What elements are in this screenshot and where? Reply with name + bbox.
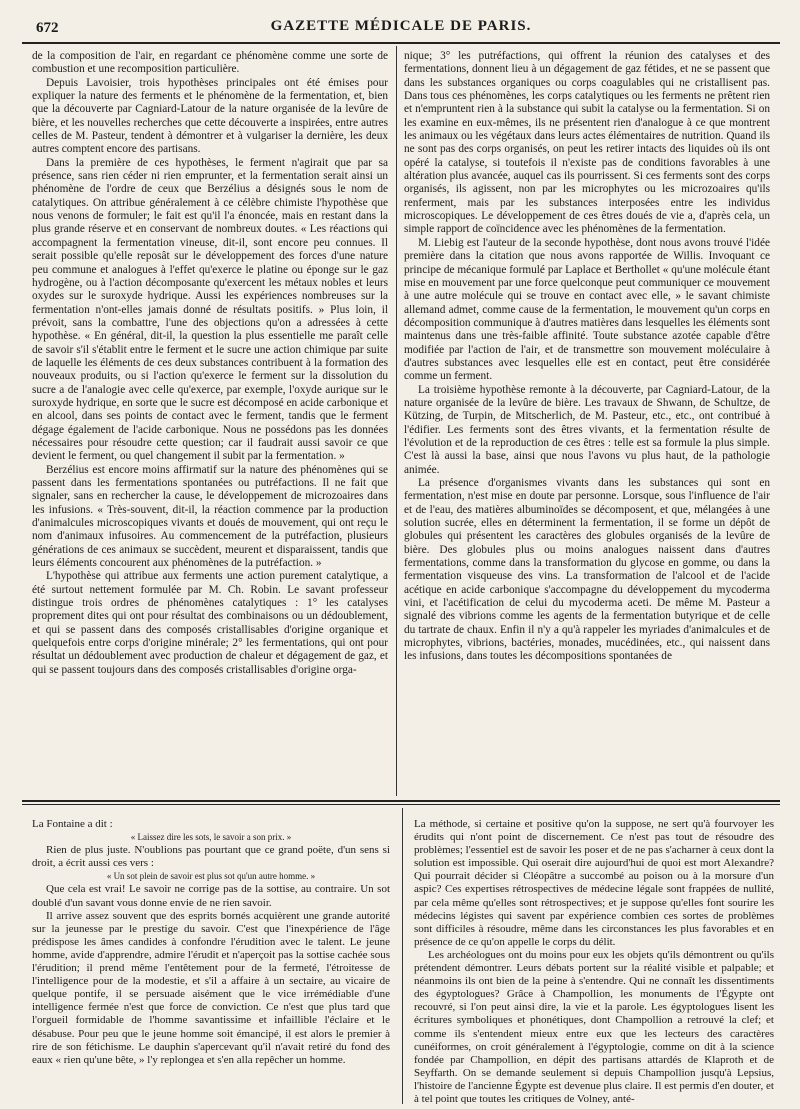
paragraph: L'hypothèse qui attribue aux ferments une action purement catalytique, a été surtout nettement formulée par M. Ch. Robin. Le savant professeur distingue trois ordres de phénomènes catalytiques : 1° les catalyses proprement dites qui ont pour résultat des combinaisons ou un dédoublement, et qui se passent dans des composés cristallisables d'origine organique et quelquefois entre corps d'origine minérale; 2° les fermentations, qui ont pour résultat un dédoublement avec production de chaleur et dégagement de gaz, et qui se passent toujours dans des composés cristallisables d'origine orga- bbox=[32, 570, 388, 676]
header-rule bbox=[22, 42, 780, 44]
paragraph: La Fontaine a dit : bbox=[32, 818, 113, 830]
paragraph: La troisième hypothèse remonte à la découverte, par Cagniard-Latour, de la nature organisée de la levûre de bière. Les travaux de Shwann, de Schultze, de Kützing, de Turpin, de Mitscherlich, de M. Pasteur, etc., etc., ont contribué à l'édifier. Les ferments sont des êtres vivants, et la fermentation résulte de l'évolution et de la reproduction de ces êtres : telle est sa formule la plus simple. C'est là aussi la base, ainsi que nous l'avons vu plus haut, de la pathologie animée. bbox=[404, 383, 770, 476]
paragraph: Les archéologues ont du moins pour eux les objets qu'ils démontrent ou qu'ils prétendent démontrer. Leurs débats portent sur la réalité visible et palpable; et néanmoins ils ont bien de la peine à s'entendre. Qui ne connaît les dissentiments des égyptologues? Grâce à Champollion, les monuments de l'Égypte ont recouvré, si l'on peut ainsi dire, la vie et la parole. Les égyptologues lisent les écritures symboliques et phonétiques, dont Champollion a retrouvé la clef; et comme ils s'entendent mieux entre eux que les lecteurs des caractères cunéiformes, on croit généralement à l'égyptologie, comme on dit à la science fondée par Champollion, en dépit des partisans attardés de Klaproth et de Seyffarth. On se demande seulement si depuis Champollion jusqu'à Lepsius, l'histoire de l'ancienne Égypte est devenue plus claire. Il est permis d'en douter, et à tel point que toutes les critiques de Volney, anté- bbox=[414, 948, 774, 1104]
paragraph: nique; 3° les putréfactions, qui offrent la réunion des catalyses et des fermentations, donnent lieu à un dégagement de gaz fétides, et ne se passent que dans les substances organiques ou corps coagulables qui ne cristallisent pas. Dans tous ces phénomènes, les corps catalytiques ou les ferments ne prêtent rien et n'empruntent rien à la substance qui subit la catalyse ou la fermentation. Si on les examine en eux-mêmes, ils ne présentent rien d'analogue à ce que montrent les animaux ou les végétaux dans leurs actes élémentaires de nutrition. Quand ils ne sont pas des corps organisés, on peut les retirer intacts des liquides où ils ont opéré la catalyse, si toutefois il n'existe pas de conditions favorables à une altération plus avancée, auquel cas ils pourrissent. Si ces ferments sont des corps organisés, ils agissent, non par les microphytes ou les microzoaires qu'ils renferment, mais par les substances interposées entre les individus microscopiques. Le développement de ces êtres doués de vie a, d'après cela, un simple rapport de coïncidence avec les phénomènes de la fermentation. bbox=[404, 50, 770, 236]
paragraph: Que cela est vrai! Le savoir ne corrige pas de la sottise, au contraire. Un sot doublé d'un savant vous donne envie de ne rien savoir. bbox=[32, 883, 390, 909]
paragraph: M. Liebig est l'auteur de la seconde hypothèse, dont nous avons trouvé l'idée première dans la citation que nous avons rapportée de Willis. Invoquant ce principe de mécanique formulé par Laplace et Berthollet « qu'une molécule étant mise en mouvement par une force quelconque peut communiquer ce mouvement à une autre molécule qui se trouve en contact avec elle, » le savant chimiste allemand admet, comme cause de la fermentation, le mouvement qu'un corps en décomposition communique à d'autres matières dans lesquelles les éléments sont maintenus dans une très-faible affinité. Toute substance azotée capable d'être modifiée par l'action de l'air, et de transmettre son mouvement moléculaire à d'autres substances avec lesquelles elle est en contact, peut être considérée comme un ferment. bbox=[404, 236, 770, 383]
feuilleton-rule bbox=[22, 800, 780, 802]
paragraph: Il arrive assez souvent que des esprits bornés acquièrent une grande autorité sur la jeunesse par le prestige du savoir. C'est que l'inexpérience de l'âge prédispose les âmes candides à confondre l'érudition avec le talent. Le jeune homme, avide d'apprendre, admire l'érudit et n'aperçoit pas la sottise cachée sous l'érudition; il prend même l'entêtement pour de la fermeté, l'étroitesse de l'intelligence pour de la modestie, et s'il a affaire à un sectaire, au vicaire de quelque pontife, il se persuade aisément que le vice irrémédiable d'une intelligence fermée n'est que force de conviction. Ce n'est que plus tard que l'orgueil formidable de l'homme savantissime et infaillible l'éclaire et le désabuse. Pour peu que le jeune homme soit émancipé, il est alors le premier à rire de son fétichisme. Le dauphin s'apercevant qu'il n'avait retiré du fond des eaux « rien qu'une bête, » l'y replongea et s'en alla repêcher un homme. bbox=[32, 909, 390, 1066]
column-divider bbox=[396, 46, 397, 796]
column-divider bbox=[402, 808, 403, 1104]
journal-title: GAZETTE MÉDICALE DE PARIS. bbox=[270, 18, 532, 34]
paragraph: Dans la première de ces hypothèses, le ferment n'agirait que par sa présence, sans rien céder ni rien emprunter, et la fermentation serait ainsi un phénomène de l'ordre de ceux que Berzélius a désignés sous le nom de catalytiques. On attribue généralement à ce célèbre chimiste l'hypothèse que nous venons de formuler; le fait est qu'il l'a énoncée, mais en restant dans la plus grande réserve et en conservant de nombreux doutes. « Les réactions qui accompagnent la fermentation vineuse, dit-il, sont encore peu connues. Il serait possible qu'elle reposât sur le développement des forces d'une nature peu commune et analogues à l'effet qu'exerce le platine ou éponge sur le gaz hydrogène, ou à l'action décomposante qu'exercent les métaux nobles et leurs oxydes sur le suroxyde hydrique. Aussi les expériences nombreuses sur la fermentation n'ont-elles jamais donné de résultats positifs. » Plus loin, il prévoit, sans la combattre, l'une des objections qu'on a adressées à cette hypothèse. « En général, dit-il, la question la plus essentielle me paraît celle de savoir s'il s'établit entre le ferment et le sucre une action chimique par suite de laquelle les éléments de ces deux substances contribuent à la formation des nouveaux produits, ou si l'action qu'exerce le ferment sur la dissolution du sucre a de l'analogie avec celle qu'exerce, par exemple, l'oxyde aurique sur le suroxyde hydrique, en sorte que le sucre est décomposé en acide carbonique et en alcool, dans ses points de contact avec le ferment, tandis que le ferment dégage également de l'acide carbonique. Nous ne possédons pas les données nécessaires pour résoudre cette question; car il faudrait aussi savoir ce que devient le ferment, ou quel changement il subit par la fermentation. » bbox=[32, 156, 388, 463]
verse-quote: « Un sot plein de savoir est plus sot qu'un autre homme. » bbox=[106, 871, 316, 882]
paragraph: La méthode, si certaine et positive qu'on la suppose, ne sert qu'à fourvoyer les érudits qui n'ont point de discernement. Ce n'est pas tout de résoudre des problèmes; l'essentiel est de savoir les poser et de ne pas s'acharner à ceux dont la solution est impossible. Qui oserait dire aujourd'hui de quoi est mort Alexandre? Qui pourrait décider si Cléopâtre a succombé au poison ou à la morsure d'un aspic? Ces expertises rétrospectives de médecine légale sont frappées de nullité, par cela même qu'elles sont rétrospectives; et je suppose qu'elles font sourire les médecins légistes qui savent par expérience combien ces sortes de problèmes sont difficiles à résoudre, même dans les circonstances les plus favorables et en présence de ce qu'on appelle le corps du délit. bbox=[414, 818, 774, 948]
verse-quote: « Laissez dire les sots, le savoir a son prix. » bbox=[130, 832, 292, 843]
page-header bbox=[22, 18, 780, 40]
article-column-left bbox=[32, 50, 388, 792]
feuilleton-column-left bbox=[32, 818, 390, 1104]
paragraph: Berzélius est encore moins affirmatif sur la nature des phénomènes qui se passent dans les fermentations spontanées ou putréfactions. Il ne fait que signaler, sans en rechercher la cause, le développement de microzoaires dans les infusions. « Très-souvent, dit-il, la réaction commence par la production d'animalcules microscopiques vivants et doués de mouvement, qui ont reçu le nom d'animaux infusoires. Au commencement de la putréfaction, plusieurs générations de ces animaux se succèdent, meurent et disparaissent, tandis que leurs éléments concourent aux phénomènes de la putréfaction. » bbox=[32, 463, 388, 570]
paragraph: La présence d'organismes vivants dans les substances qui sont en fermentation, n'est mise en doute par personne. Lorsque, sous l'influence de l'air et de l'eau, des matières albuminoïdes se décomposent, et que, mélangées à une solution sucrée, elles en déterminent la fermentation, il se forme un dépôt de globules qui présentent les caractères des globules organisés de la levûre de bière. Des globules plus ou moins analogues naissent dans d'autres fermentations, comme dans la transformation du glycose en gomme, ou dans la fermentation visqueuse des vins. La transformation de l'alcool et de l'acide acétique en acide carbonique s'accompagne du développement du mycoderma vini, et l'acétification de celui du mycoderma aceti. De même M. Pasteur a signalé des vibrions comme les agents de la fermentation butyrique et de celle du tartrate de chaux. Enfin il n'y a qu'à rappeler les myriades d'animalcules et de microphytes, vibrions, bactéries, monades, mucédinées, etc., qui naissent dans les infusions, dans toutes les décompositions spontanées de bbox=[404, 477, 770, 663]
paragraph: Depuis Lavoisier, trois hypothèses principales ont été émises pour expliquer la nature des ferments et le phénomène de la fermentation, et, bien que la découverte par Cagniard-Latour de la nature organisée de la levûre de bière, et les nouvelles recherches que cette découverte a inspirées, entre autres celles de M. Pasteur, tendent à démontrer et à vulgariser la dernière, les deux autres comptent encore des partisans. bbox=[32, 76, 388, 156]
page-number: 672 bbox=[36, 20, 59, 36]
paragraph: Rien de plus juste. N'oublions pas pourtant que ce grand poëte, d'un sens si droit, a écrit aussi ces vers : bbox=[32, 844, 390, 870]
feuilleton-rule-inner bbox=[22, 804, 780, 805]
paragraph: de la composition de l'air, en regardant ce phénomène comme une sorte de combustion et une recomposition particulière. bbox=[32, 50, 388, 76]
feuilleton-column-right bbox=[414, 818, 774, 1104]
article-column-right bbox=[404, 50, 770, 792]
